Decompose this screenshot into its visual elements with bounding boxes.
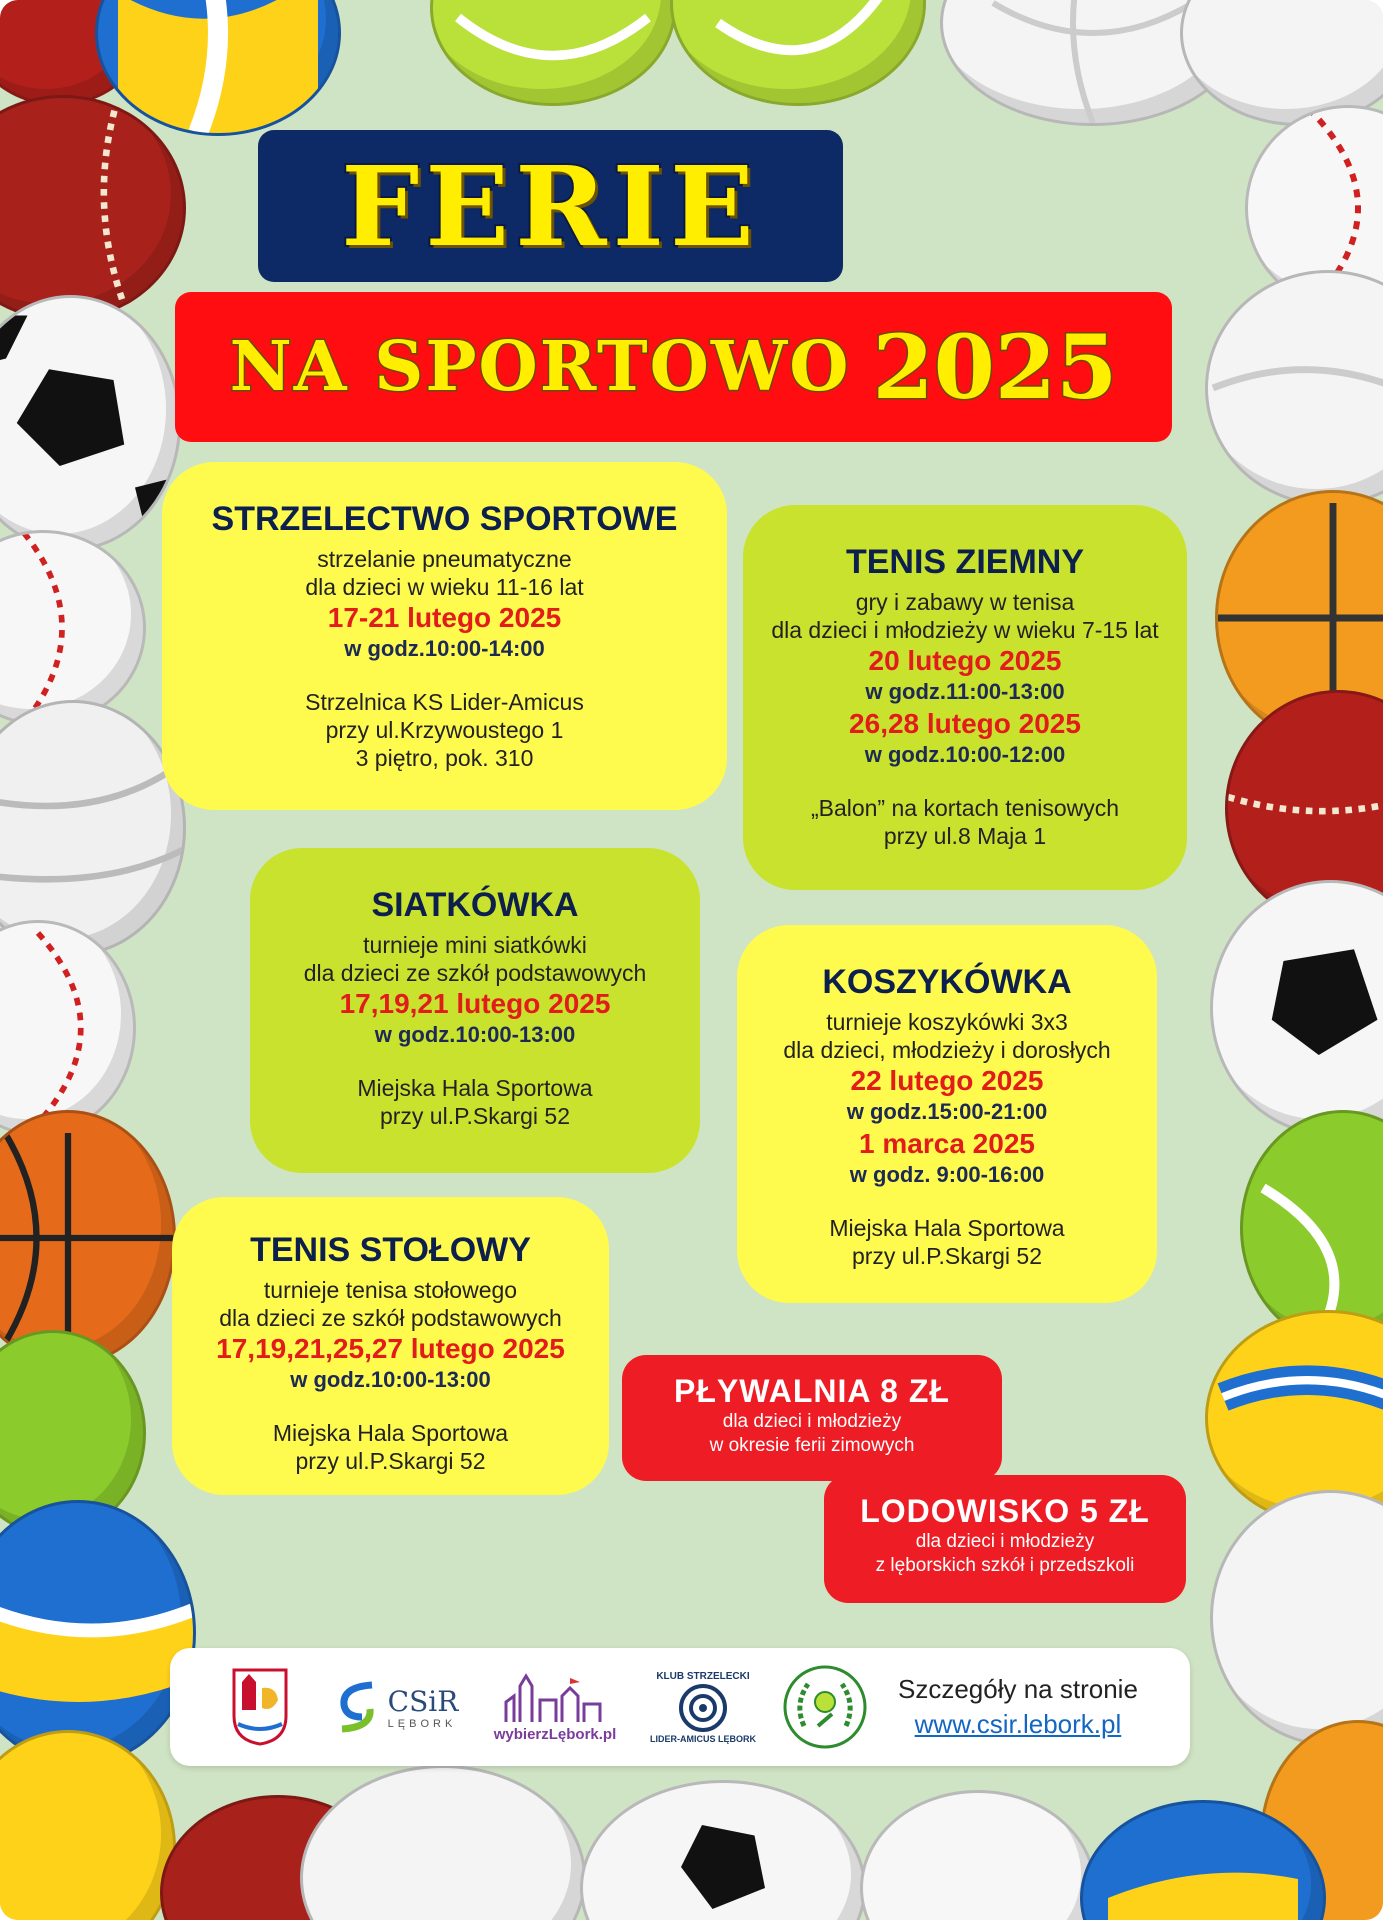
tennis-academy-laurel-icon (780, 1660, 870, 1754)
target-icon (677, 1682, 729, 1734)
cricket-ball-icon (0, 95, 186, 321)
csir-sub: LĘBORK (387, 1717, 457, 1730)
page-subtitle: NA SPORTOWO (229, 327, 851, 407)
town-skyline-icon (500, 1672, 610, 1726)
badge-line: dla dzieci i młodzieży (722, 1411, 902, 1432)
event-place: przy ul.P.Skargi 52 (295, 1448, 486, 1474)
event-desc: turnieje mini siatkówki (363, 932, 587, 958)
baseball-icon (860, 1790, 1096, 1920)
event-card-tenis-ziemny (743, 505, 1187, 890)
event-place: Miejska Hala Sportowa (357, 1075, 593, 1101)
event-place: przy ul.P.Skargi 52 (851, 1243, 1043, 1269)
klub-sub: LIDER-AMICUS LĘBORK (650, 1733, 756, 1744)
event-card-siatkowka (250, 848, 700, 1173)
footer-logos-bar (170, 1648, 1190, 1766)
event-card-strzelectwo (162, 462, 727, 810)
baseball-icon (0, 530, 146, 726)
event-place: Miejska Hala Sportowa (272, 1420, 509, 1446)
event-date: 26,28 lutego 2025 (849, 708, 1081, 739)
badge-line: w okresie ferii zimowych (709, 1435, 915, 1456)
event-date: 22 lutego 2025 (850, 1065, 1044, 1096)
event-title: STRZELECTWO SPORTOWE (211, 500, 678, 538)
footer-label: Szczegóły na stronie (898, 1674, 1138, 1704)
subtitle-banner (175, 292, 1172, 442)
badge-title: PŁYWALNIA 8 ZŁ (674, 1373, 950, 1409)
basketball-icon (0, 1110, 176, 1366)
event-date: 17,19,21,25,27 lutego 2025 (216, 1333, 565, 1364)
event-hours: w godz.10:00-14:00 (344, 636, 545, 661)
event-hours: w godz.10:00-12:00 (864, 742, 1066, 767)
csir-name: CSiR (387, 1684, 459, 1718)
footer-details (898, 1674, 1138, 1740)
event-desc: gry i zabawy w tenisa (855, 589, 1075, 615)
event-title: SIATKÓWKA (371, 886, 579, 924)
event-desc: dla dzieci ze szkół podstawowych (303, 960, 647, 986)
badge-lodowisko (824, 1475, 1186, 1603)
page-year: 2025 (872, 315, 1118, 419)
event-place: Strzelnica KS Lider-Amicus (305, 689, 584, 715)
title-banner (258, 130, 843, 282)
badge-line: z lęborskich szkół i przedszkoli (875, 1555, 1135, 1576)
soccer-ball-icon (580, 1780, 866, 1920)
volleyball-icon (0, 1500, 196, 1766)
event-desc: dla dzieci i młodzieży w wieku 7-15 lat (771, 617, 1159, 643)
lebork-coat-of-arms-icon (230, 1660, 290, 1754)
event-desc: dla dzieci, młodzieży i dorosłych (783, 1037, 1111, 1063)
event-place: 3 piętro, pok. 310 (355, 745, 534, 771)
volleyball-icon (300, 1765, 586, 1920)
event-place: przy ul.Krzywoustego 1 (325, 717, 564, 743)
wybierz-text: wybierzLębork.pl (493, 1725, 617, 1743)
event-title: TENIS STOŁOWY (250, 1231, 531, 1269)
volleyball-icon (1210, 1490, 1383, 1746)
event-date: 20 lutego 2025 (868, 645, 1062, 676)
event-place: przy ul.P.Skargi 52 (379, 1103, 571, 1129)
event-desc: dla dzieci w wieku 11-16 lat (305, 574, 584, 600)
event-date: 17,19,21 lutego 2025 (339, 988, 611, 1019)
tennis-ball-icon (670, 0, 926, 106)
event-desc: strzelanie pneumatyczne (317, 546, 572, 572)
event-card-tenis-stolowy (172, 1197, 609, 1495)
badge-plywalnia (622, 1355, 1002, 1481)
klub-strzelecki-logo (648, 1660, 758, 1754)
event-date: 1 marca 2025 (859, 1128, 1035, 1159)
volleyball-icon (0, 700, 186, 956)
event-desc: dla dzieci ze szkół podstawowych (219, 1305, 562, 1331)
event-hours: w godz.10:00-13:00 (290, 1367, 491, 1392)
baseball-icon (0, 920, 136, 1136)
event-place: Miejska Hala Sportowa (829, 1215, 1065, 1241)
badge-title: LODOWISKO 5 ZŁ (860, 1493, 1150, 1529)
event-title: KOSZYKÓWKA (822, 963, 1072, 1001)
event-card-koszykowka (737, 925, 1157, 1303)
event-place: przy ul.8 Maja 1 (883, 823, 1047, 849)
badge-line: dla dzieci i młodzieży (915, 1531, 1095, 1552)
csir-logo (325, 1660, 465, 1754)
event-hours: w godz.11:00-13:00 (865, 679, 1065, 704)
volleyball-icon (1205, 270, 1383, 506)
csir-swirl-icon (332, 1677, 382, 1737)
event-hours: w godz.10:00-13:00 (374, 1022, 576, 1047)
event-desc: turnieje koszykówki 3x3 (826, 1009, 1068, 1035)
soccer-ball-icon (1210, 880, 1383, 1136)
volleyball-icon (0, 1730, 176, 1920)
wybierz-lebork-logo (490, 1660, 620, 1754)
event-desc: turnieje tenisa stołowego (263, 1277, 518, 1303)
event-hours: w godz. 9:00-16:00 (849, 1162, 1045, 1187)
event-hours: w godz.15:00-21:00 (846, 1099, 1048, 1124)
event-date: 17-21 lutego 2025 (327, 602, 562, 633)
soccer-ball-icon (0, 295, 181, 551)
klub-text: KLUB STRZELECKI (656, 1670, 750, 1682)
event-place: „Balon” na kortach tenisowych (810, 795, 1120, 821)
website-link[interactable]: www.csir.lebork.pl (914, 1709, 1122, 1739)
event-title: TENIS ZIEMNY (845, 543, 1085, 581)
tennis-ball-icon (430, 0, 676, 106)
page-title: FERIE (341, 141, 760, 271)
